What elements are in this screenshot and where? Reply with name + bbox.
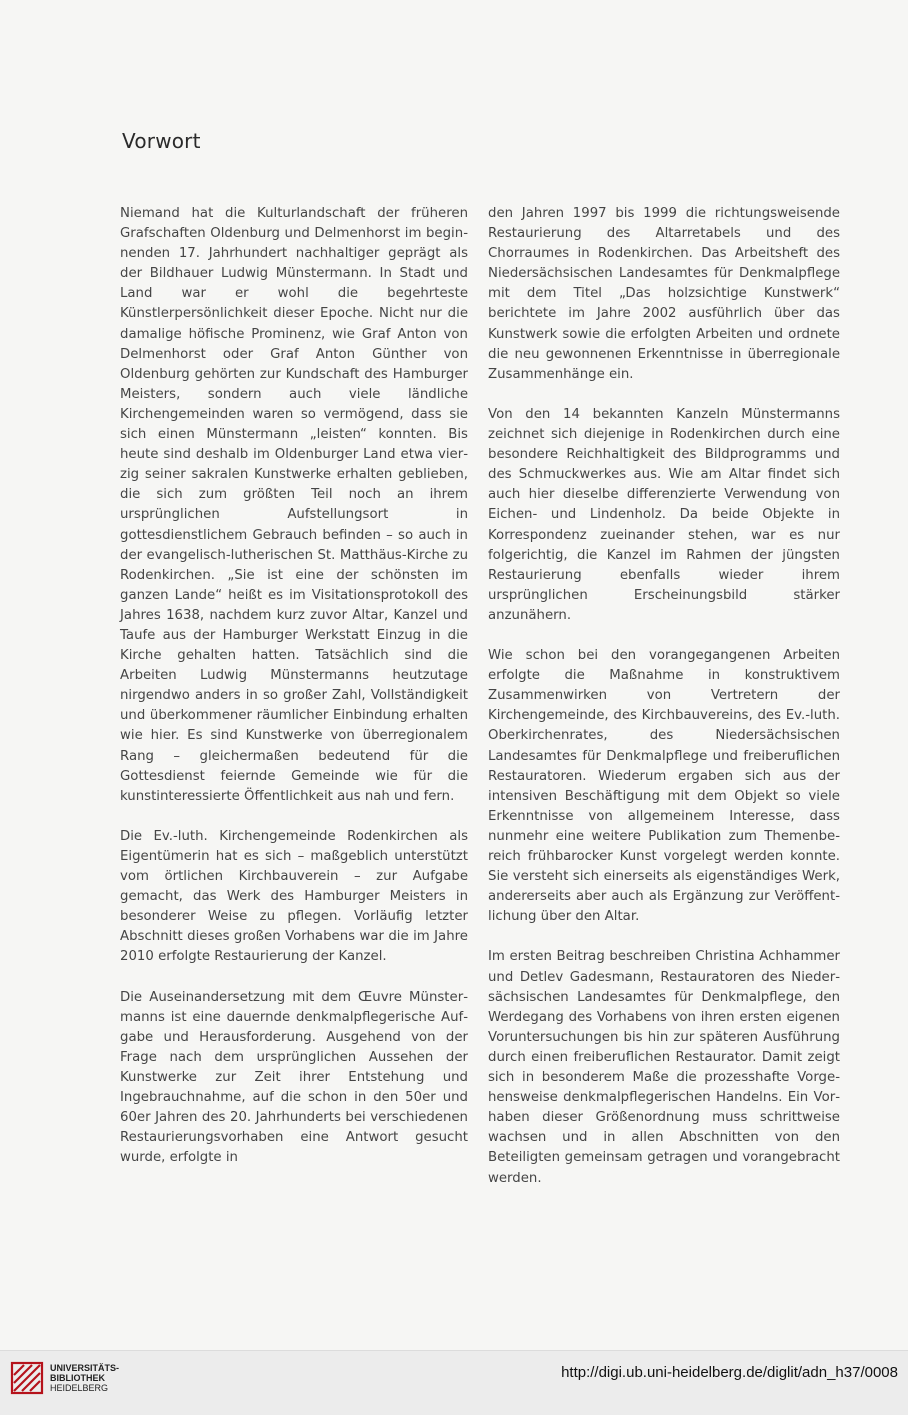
paragraph: Im ersten Beitrag beschreiben Christina Achhammer und Detlev Gadesmann, Restauratoren des Niedersächsischen Landesamtes für Denkmalpflege, den Werdegang des Vorhabens von ihren ersten eigenen Voruntersuchungen bis hin zur späteren Ausführung durch einen freiberuflichen Restaurator. Damit zeigt sich in besonderem Maße die prozesshafte Vorgehensweise denkmalpflegerischen Handelns. Ein Vorhaben dieser Größenordnung muss schrittweise wachsen und in allen Abschnitten von den Beteiligten gemeinsam getragen und vorangebracht werden.	[488, 949, 840, 1186]
paragraph: Die Auseinandersetzung mit dem Œuvre Münstermanns ist eine dauernde denkmalpflegerische Aufgabe und Herausforderung. Ausgehend von der Frage nach dem ursprünglichen Aussehen der Kunstwerke zur Zeit ihrer Entstehung und Ingebrauchnahme, auf die schon in den 50er und 60er Jahren des 20. Jahrhunderts bei verschiedenen Restaurierungsvorhaben eine Antwort gesucht wurde, erfolgte in	[120, 989, 468, 1166]
text-column-right	[488, 204, 840, 1209]
library-logo-text	[50, 1363, 119, 1393]
permalink-url[interactable]: http://digi.ub.uni-heidelberg.de/diglit/adn_h37/0008	[561, 1364, 898, 1381]
library-logo-icon	[10, 1361, 44, 1395]
logo-line-1: UNIVERSITÄTS-	[50, 1363, 120, 1373]
paragraph: Niemand hat die Kulturlandschaft der früheren Grafschaften Oldenburg und Delmenhorst im beginnenden 17. Jahrhundert nachhaltiger geprägt als der Bildhauer Ludwig Münstermann. In Stadt und Land war er wohl die begehrteste Künstlerpersönlichkeit dieser Epoche. Nicht nur die damalige höfische Prominenz, wie Graf Anton von Delmenhorst oder Graf Anton Günther von Oldenburg gehörten zur Kundschaft des Hamburger Meisters, sondern auch viele ländliche Kirchengemeinden waren so vermögend, dass sie sich einen Münstermann „leisten“ konnten. Bis heute sind deshalb im Oldenburger Land etwa vierzig seiner sakralen Kunstwerke erhalten geblieben, die sich zum größten Teil noch an ihrem ursprünglichen Aufstellungsort in gottesdienstlichem Gebrauch befinden – so auch in der evangelisch-lutherischen St. Matthäus-Kirche zu Rodenkirchen. „Sie ist eine der schönsten im ganzen Lande“ heißt es im Visitationsprotokoll des Jahres 1638, nachdem kurz zuvor Altar, Kanzel und Taufe aus der Hamburger Werkstatt Einzug in die Kirche gehalten hatten. Tatsächlich sind die Arbeiten Ludwig Münstermanns heutzutage nirgendwo anders in so großer Zahl, Vollständigkeit und überkommener räumlicher Einbindung erhalten wie hier. Es sind Kunstwerke von überregionalem Rang – gleichermaßen bedeutend für die Gottesdienst feiernde Gemeinde wie für die kunstinteressierte Öffentlichkeit aus nah und fern.	[120, 206, 468, 804]
paragraph: Die Ev.-luth. Kirchengemeinde Rodenkirchen als Eigentümerin hat es sich – maßgeblich unterstützt vom örtlichen Kirchbauverein – zur Aufgabe gemacht, das Werk des Hamburger Meisters in besonderer Weise zu pflegen. Vorläufig letzter Abschnitt dieses großen Vorhabens war die im Jahre 2010 erfolgte Restaurierung der Kanzel.	[120, 828, 468, 965]
text-column-left	[120, 204, 468, 1189]
paragraph: Wie schon bei den vorangegangenen Arbeiten erfolgte die Maßnahme in konstruktivem Zusammenwirken von Vertretern der Kirchengemeinde, des Kirchbauvereins, des Ev.-luth. Oberkirchenrates, des Niedersächsischen Landesamtes für Denkmalpflege und freiberuflichen Restauratoren. Wiederum ergaben sich aus der intensiven Beschäftigung mit dem Objekt so viele Erkenntnisse von allgemeinem Interesse, dass nunmehr eine weitere Publikation zum Themenbereich frühbarocker Kunst vorgelegt werden konnte. Sie versteht sich einerseits als eigenständiges Werk, andererseits aber auch als Ergänzung zur Veröffentlichung über den Altar.	[488, 648, 840, 925]
footer-bar	[0, 1350, 908, 1415]
logo-line-3: HEIDELBERG	[50, 1383, 109, 1393]
page-title: Vorwort	[122, 129, 201, 154]
paragraph: Von den 14 bekannten Kanzeln Münstermanns zeichnet sich diejenige in Rodenkirchen durch eine besondere Reichhaltigkeit des Bildprogramms und des Schmuckwerkes aus. Wie am Altar findet sich auch hier dieselbe differenzierte Verwendung von Eichen- und Lindenholz. Da beide Objekte in Korrespondenz zueinander stehen, war es nur folgerichtig, die Kanzel im Rahmen der jüngsten Restaurierung ebenfalls wieder ihrem ursprünglichen Erscheinungsbild stärker anzunähern.	[488, 406, 840, 623]
logo-line-2: BIBLIOTHEK	[50, 1373, 105, 1383]
paragraph: den Jahren 1997 bis 1999 die richtungsweisende Restaurierung des Altarretabels und des Chorraumes in Rodenkirchen. Das Arbeitsheft des Niedersächsischen Landesamtes für Denkmalpflege mit dem Titel „Das holzsichtige Kunstwerk“ berichtete im Jahre 2002 ausführlich über das Kunstwerk sowie die erfolgten Arbeiten und ordnete die neu gewonnenen Erkenntnisse in überregionale Zusammenhänge ein.	[488, 206, 840, 382]
library-logo[interactable]	[10, 1361, 119, 1395]
